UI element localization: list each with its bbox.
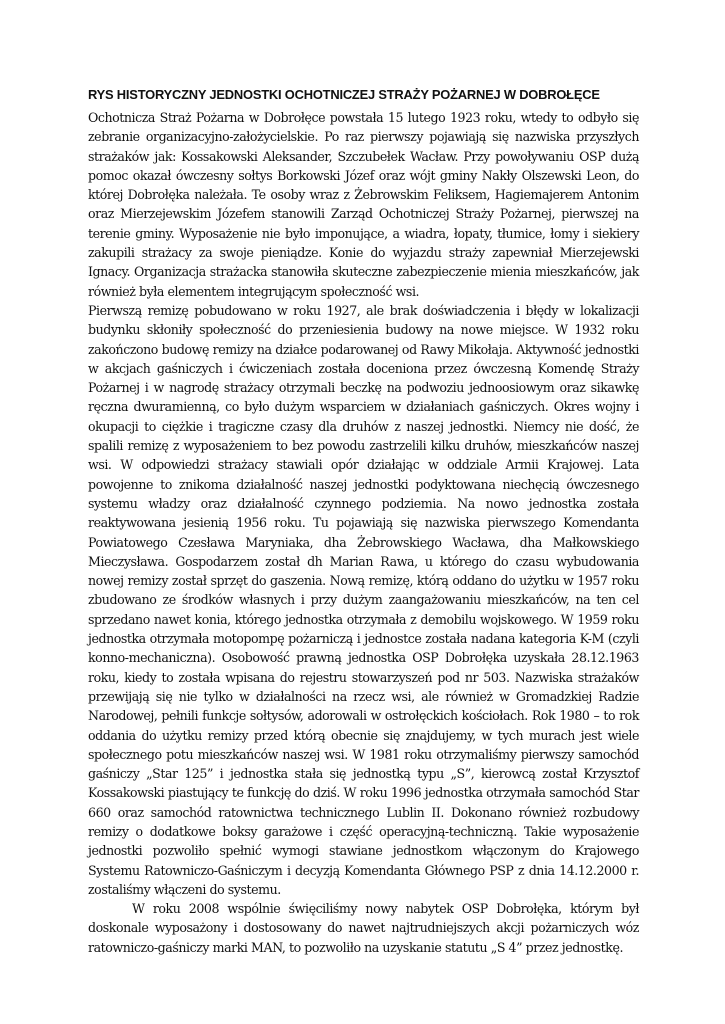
document-title: RYS HISTORYCZNY JEDNOSTKI OCHOTNICZEJ STRAŻY POŻARNEJ W DOBROŁĘCE [88, 87, 600, 102]
paragraph-founding: Ochotnicza Straż Pożarna w Dobrołęce powstała 15 lutego 1923 roku, wtedy to odbyło się zebranie organizacyjno-założycielskie. Po raz pierwszy pojawiają się nazwiska przyszłych strażaków jak: Kossakowski Aleksander, Szczubełek Wacław. Przy powoływaniu OSP dużą pomoc okazał ówczesny sołtys Borkowski Józef oraz wójt gminy Nakły Olszewski Leon, do której Dobrołęka należała. Te osoby wraz z Żebrowskim Feliksem, Hagiemajerem Antonim oraz Mierzejewskim Józefem stanowili Zarząd Ochotniczej Straży Pożarnej, pierwszej na terenie gminy. Wyposażenie nie było imponujące, a wiadra, łopaty, tłumice, łomy i siekiery zakupili strażacy za swoje pieniądze. Konie do wyjazdu straży zapewniał Mierzejewski Ignacy. Organizacja strażacka stanowiła skuteczne zabezpieczenie mienia mieszkańców, jak również była elementem integrującym społeczność wsi. [88, 110, 639, 299]
paragraph-2008: W roku 2008 wspólnie święciliśmy nowy nabytek OSP Dobrołęka, którym był doskonale wyposażony i dostosowany do nawet najtrudniejszych akcji pożarniczych wóz ratowniczo-gaśniczy marki MAN, to pozwoliło na uzyskanie statutu „S 4” przez jednostkę. [88, 901, 639, 955]
document-page [88, 86, 639, 957]
paragraph-history: Pierwszą remizę pobudowano w roku 1927, ale brak doświadczenia i błędy w lokalizacji budynku skłoniły społeczność do przeniesienia budowy na nowe miejsce. W 1932 roku zakończono budowę remizy na działce podarowanej od Rawy Mikołaja. Aktywność jednostki w akcjach gaśniczych i ćwiczeniach została doceniona przez ówczesną Komendę Straży Pożarnej i w nagrodę strażacy otrzymali beczkę na podwoziu jednoosiowym oraz sikawkę ręczna dwuramienną, co było dużym wsparciem w działaniach gaśniczych. Okres wojny i okupacji to ciężkie i tragiczne czasy dla druhów z naszej jednostki. Niemcy nie dość, że spalili remizę z wyposażeniem to bez powodu zastrzelili kilku druhów, mieszkańców naszej wsi. W odpowiedzi strażacy stawiali opór działając w oddziale Armii Krajowej. Lata powojenne to znikoma działalność naszej jednostki podyktowana niechęcią ówczesnego systemu władzy oraz działalność czynnego podziemia. Na nowo jednostka została reaktywowana jesienią 1956 roku. Tu pojawiają się nazwiska pierwszego Komendanta Powiatowego Czesława Maryniaka, dha Żebrowskiego Wacława, dha Małkowskiego Mieczysława. Gospodarzem został dh Marian Rawa, u którego do czasu wybudowania nowej remizy został sprzęt do gaszenia. Nową remizę, którą oddano do użytku w 1957 roku zbudowano ze środków własnych i przy dużym zaangażowaniu mieszkańców, na ten cel sprzedano nawet konia, którego jednostka otrzymała z demobilu wojskowego. W 1959 roku jednostka otrzymała motopompę pożarniczą i jednostce została nadana kategoria K-M (czyli konno-mechaniczna). Osobowość prawną jednostka OSP Dobrołęka uzyskała 28.12.1963 roku, kiedy to została wpisana do rejestru stowarzyszeń pod nr 503. Nazwiska strażaków przewijają się nie tylko w działalności na rzecz wsi, ale również w Gromadzkiej Radzie Narodowej, pełnili funkcje sołtysów, adorowali w ostrołęckich kościołach. Rok 1980 – to rok oddania do użytku remizy przed którą obecnie się znajdujemy, w tych murach jest wiele społecznego potu mieszkańców naszej wsi. W 1981 roku otrzymaliśmy pierwszy samochód gaśniczy „Star 125” i jednostka stała się jednostką typu „S”, kierowcą został Krzysztof Kossakowski piastujący te funkcję do dziś. W roku 1996 jednostka otrzymała samochód Star 660 oraz samochód ratownictwa technicznego Lublin II. Dokonano również rozbudowy remizy o dodatkowe boksy garażowe i część operacyjną-techniczną. Takie wyposażenie jednostki pozwoliło spełnić wymogi stawiane jednostkom włączonym do Krajowego Systemu Ratowniczo-Gaśniczym i decyzją Komendanta Głównego PSP z dnia 14.12.2000 r. zostaliśmy włączeni do systemu. [88, 302, 639, 897]
